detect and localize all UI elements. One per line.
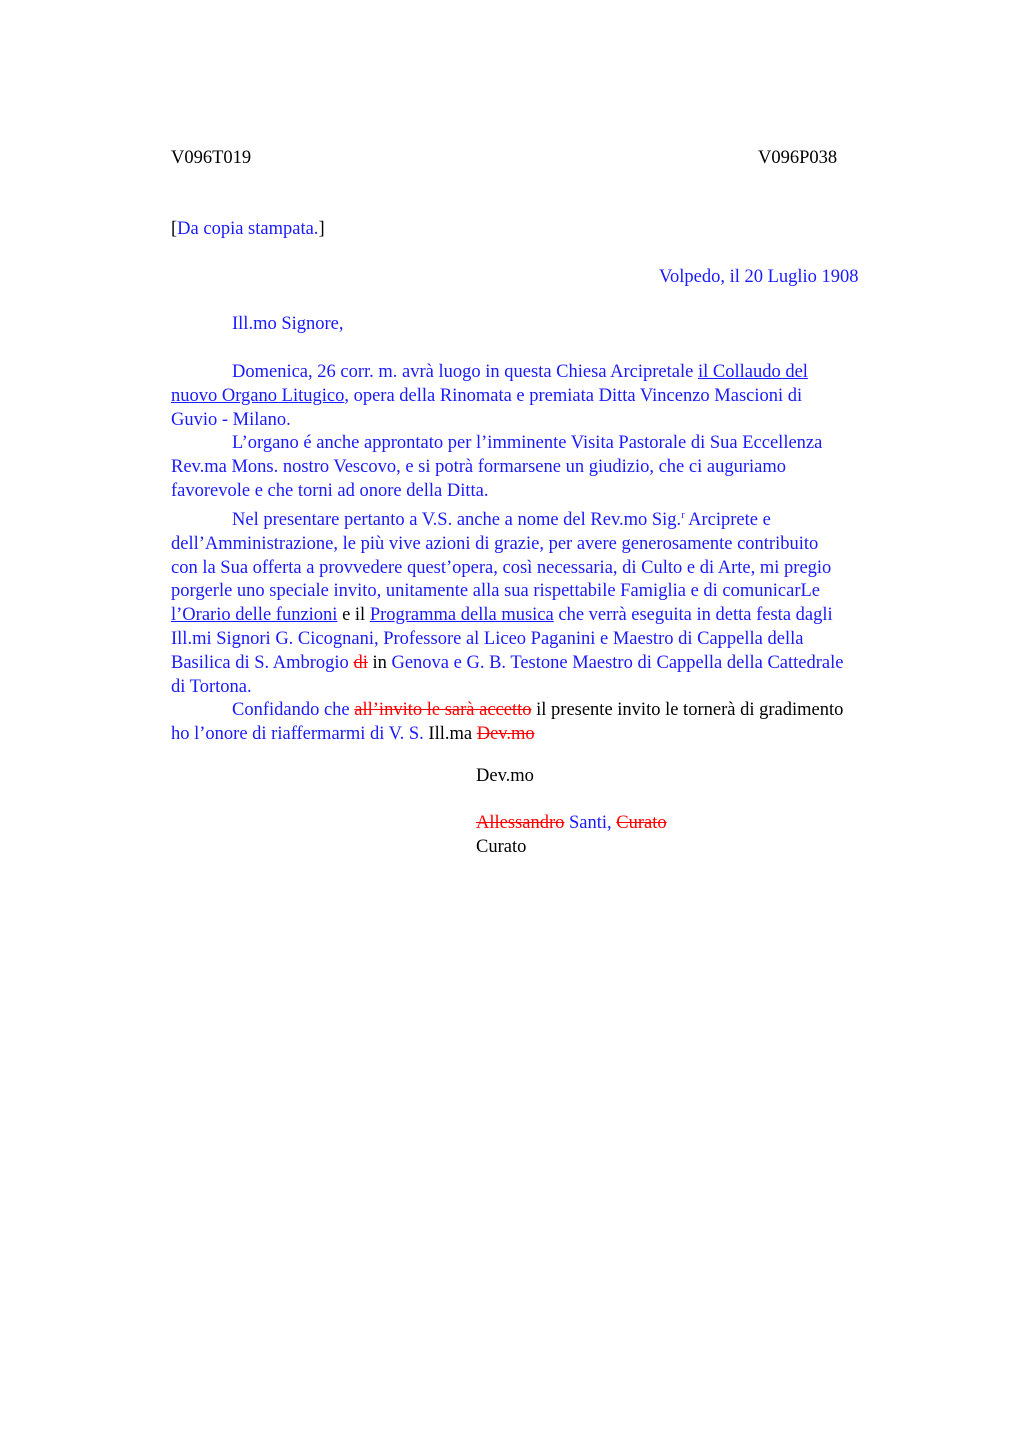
letter-body [171,361,931,747]
paragraph-1-line-3: Guvio - Milano. [171,409,291,430]
paragraph-4-line-1: Confidando che all’invito le sarà accetto il presente invito le tornerà di gradimento [232,700,844,721]
paragraph-1-line-1: Domenica, 26 corr. m. avrà luogo in questa Chiesa Arcipretale il Collaudo del [232,362,808,382]
paragraph-3-line-1: Nel presentare pertanto a V.S. anche a nome del Rev.mo Sig.$^r$ Arciprete e [232,509,771,530]
place-date: Volpedo, il 20 Luglio 1908 [659,267,859,287]
deleted-text: Dev.mo [476,724,535,745]
salutation: Ill.mo Signore, [232,314,344,334]
paragraph-2-line-3: favorevole e che torni ad onore della Ditta. [171,480,489,501]
paragraph-3-line-3: con la Sua offerta a provvedere quest’opera, così necessaria, di Culto e di Arte, mi pregio [171,557,832,578]
paragraph-3-line-7: Basilica di S. Ambrogio di in Genova e G. B. Testone Maestro di Cappella della Cattedrale [171,652,844,673]
paragraph-3-line-4: porgerle uno speciale invito, unitamente alla sua rispettabile Famiglia e di comunicarLe [171,581,820,602]
deleted-text: all’invito le sarà accetto [354,700,532,721]
deleted-text: Allessandro [476,813,565,833]
paragraph-3-line-2: dell’Amministrazione, le più vive azioni di grazie, per avere generosamente contribuito [171,533,819,554]
paragraph-2-line-2: Rev.ma Mons. nostro Vescovo, e si potrà formarsene un giudizio, che ci auguriamo [171,457,786,478]
document-code-right: V096P038 [758,148,838,168]
signature-line: Allessandro Santi, Curato [476,813,667,833]
paragraph-1-line-2: nuovo Organo Litugico, opera della Rinomata e premiata Ditta Vincenzo Mascioni di [171,385,803,406]
source-note: [Da copia stampata.] [171,219,325,239]
paragraph-3-line-5: l’Orario delle funzioni e il Programma della musica che verrà eseguita in detta festa dagli [171,605,833,626]
paragraph-3-line-6: Ill.mi Signori G. Cicognani, Professore al Liceo Paganini e Maestro di Cappella della [171,628,804,649]
paragraph-3-line-8: di Tortona. [171,676,252,697]
paragraph-4-line-2: ho l’onore di riaffermarmi di V. S. Ill.ma Dev.mo [171,724,535,745]
signature-title: Curato [476,837,527,857]
closing-devmo: Dev.mo [476,766,534,786]
document-code-left: V096T019 [171,148,252,168]
paragraph-2-line-1: L’organo é anche approntato per l’imminente Visita Pastorale di Sua Eccellenza [232,433,823,454]
deleted-text: di [353,652,368,673]
deleted-text: Curato [616,813,667,833]
